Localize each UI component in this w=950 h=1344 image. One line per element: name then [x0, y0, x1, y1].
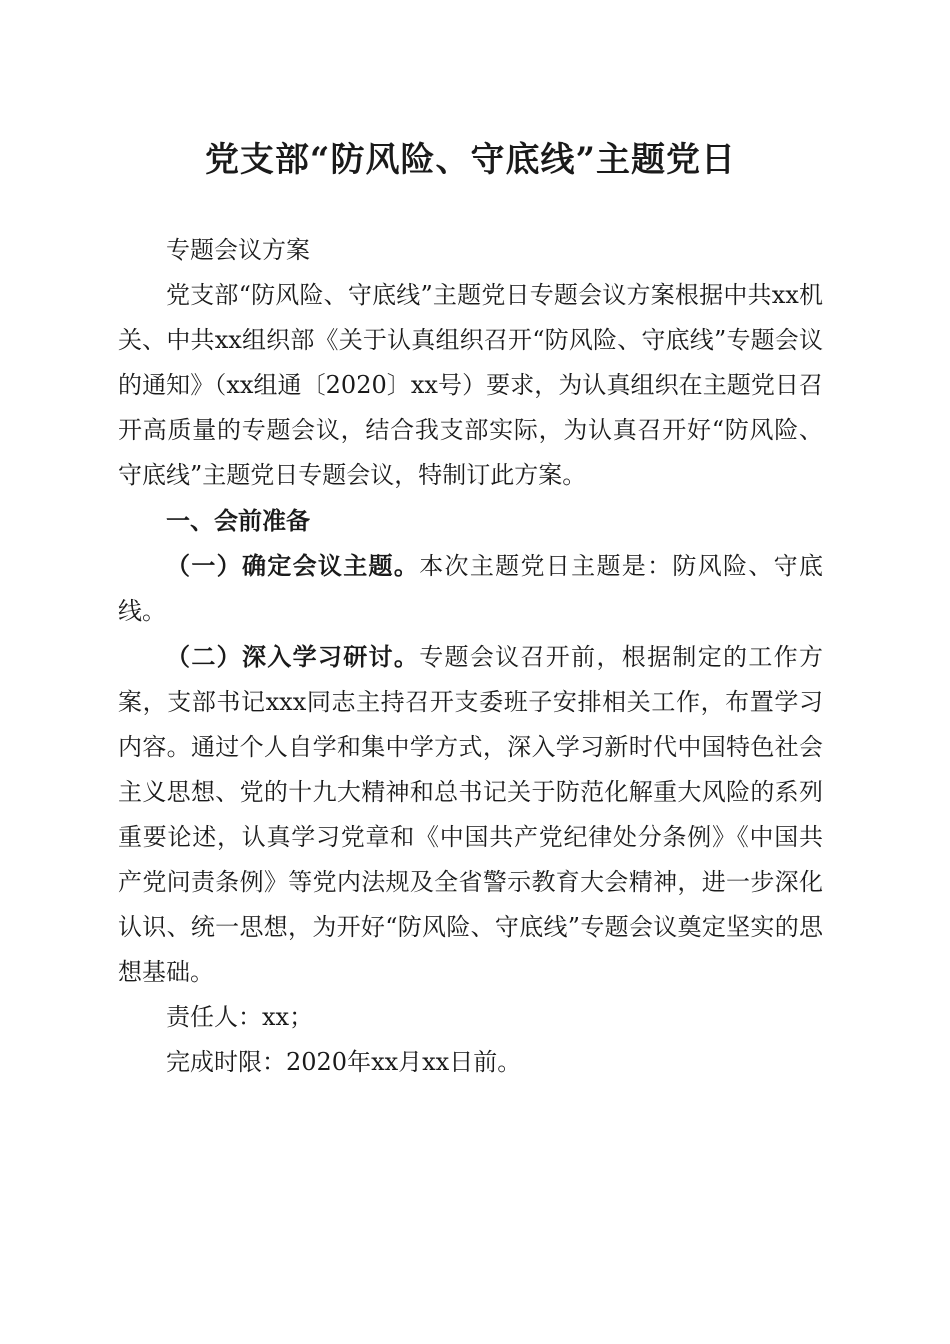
document-page [118, 0, 823, 1344]
document-body [118, 228, 823, 1085]
deadline: 完成时限：2020年xx月xx日前。 [166, 1048, 522, 1076]
item-1-lead: （一）确定会议主题。 [166, 551, 420, 580]
item-1-paragraph [118, 543, 823, 634]
item-2-paragraph [118, 634, 823, 995]
responsible-person: 责任人：xx； [166, 1003, 314, 1031]
document-subtitle: 专题会议方案 [166, 236, 310, 264]
item-2-text: 专题会议召开前，根据制定的工作方案，支部书记xxx同志主持召开支委班子安排相关工作，布置学习内容。通过个人自学和集中学方式，深入学习新时代中国特色社会主义思想、党的十九大精神和总书记关于防范化解重大风险的系列重要论述，认真学习党章和《中国共产党纪律处分条例》《中国共产党问责条例》等党内法规及全省警示教育大会精神，进一步深化认识、统一思想，为开好“防风险、守底线”专题会议奠定坚实的思想基础。 [118, 643, 824, 986]
section-heading: 一、会前准备 [166, 506, 310, 535]
item-1-text: 本次主题党日主题是：防风险、守底线。 [118, 552, 824, 625]
intro-paragraph: 党支部“防风险、守底线”主题党日专题会议方案根据中共xx机关、中共xx组织部《关于认真组织召开“防风险、守底线”专题会议的通知》（xx组通〔2020〕xx号）要求，为认真组织在主题党日召开高质量的专题会议，结合我支部实际，为认真召开好“防风险、守底线”主题党日专题会议，特制订此方案。 [118, 281, 823, 489]
item-2-lead: （二）深入学习研讨。 [166, 642, 420, 671]
document-title: 党支部“防风险、守底线”主题党日 [204, 140, 737, 180]
